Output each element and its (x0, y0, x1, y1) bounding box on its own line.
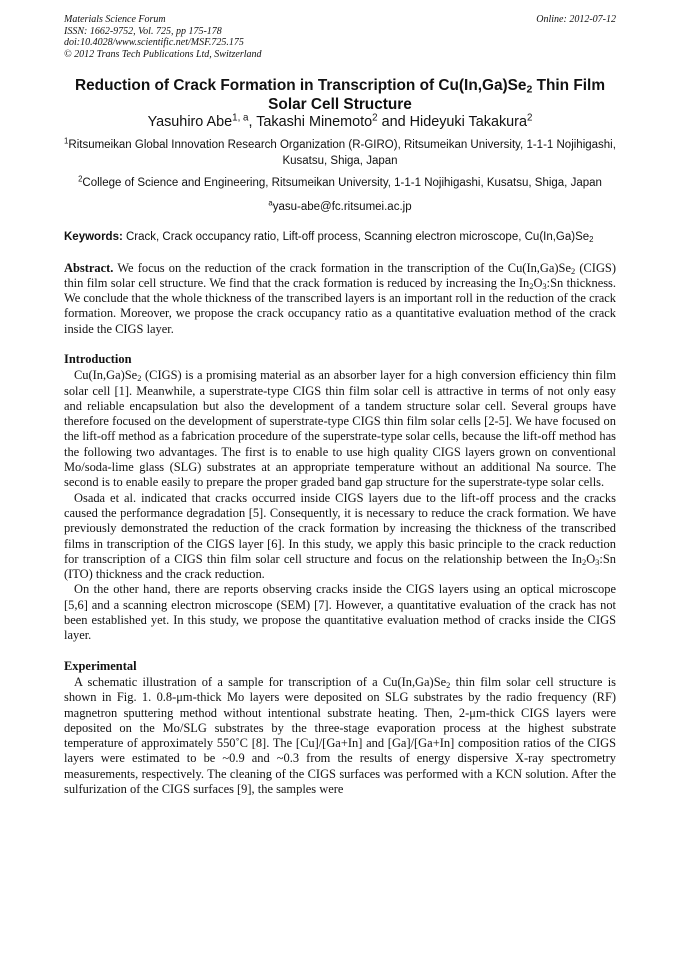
email-link[interactable]: yasu-abe@fc.ritsumei.ac.jp (272, 200, 412, 213)
introduction-heading: Introduction (64, 351, 132, 366)
title-text: Thin Film (532, 77, 605, 94)
journal-name: Materials Science Forum (64, 14, 166, 25)
affiliation-text: College of Science and Engineering, Ritsumeikan University, 1-1-1 Nojihigashi, Kusatsu, Shiga, Japan (82, 177, 602, 189)
abstract-text: O (533, 275, 543, 290)
paragraph-subscript: 3 (595, 556, 600, 567)
paragraph-subscript: 2 (446, 680, 451, 691)
title-line-2: Solar Cell Structure (268, 96, 412, 113)
paragraph-text: (CIGS) is a promising material as an absorber layer for a high conversion efficiency thin film solar cell [1]. Meanwhile, a superstrate-type CIGS thin film solar cell is attractive in terms of not only easy and reliable encapsulation but also the development of a tandem structure solar cell. Several groups have therefore focused on the development of superstrate-type CIGS thin film solar cells [2-5]. We have focused on the lift-off method as a fabrication procedure of the superstrate-type solar cells, because the lift-off method has the following two advantages. The first is to enable to use high quality CIGS layers grown on conventional Mo/soda-lime glass (SLG) substrates at an appropriate temperature without an additional Na source. The second is to enable easily to prepare the proper graded band gap structure for the superstrate-type solar cells. (64, 368, 616, 490)
title-line-1 (64, 76, 616, 95)
corresponding-email (64, 200, 616, 215)
experimental-heading: Experimental (64, 658, 137, 673)
affiliation-2 (64, 176, 616, 192)
paper-title (64, 76, 616, 114)
abstract (64, 261, 616, 337)
paragraph-text: Cu(In,Ga)Se (74, 368, 138, 383)
introduction-body (64, 368, 616, 643)
online-date: Online: 2012-07-12 (536, 14, 616, 25)
journal-doi: doi:10.4028/www.scientific.net/MSF.725.175 (64, 37, 244, 48)
introduction-paragraph-2 (64, 491, 616, 583)
abstract-text: :Sn thickness. We conclude that the whole thickness of the transcribed layers is an important roll in the reduction of the crack formation. Moreover, we propose the crack occupancy ratio as a quantitative evaluation method of the crack inside the CIGS layer. (64, 275, 617, 336)
experimental-body (64, 675, 616, 797)
paragraph-text: thin film solar cell structure is shown in Fig. 1. 0.8-μm-thick Mo layers were deposited on SLG substrates by the radio frequency (RF) magnetron sputtering method without intentional substrate heating. Then, 2-μm-thick CIGS layers were deposited on the Mo/SLG substrates by the three-stage evaporation process at the highest substrate temperature of approximately 550˚C [8]. The [Cu]/[Ga+In] and [Ga]/[Ga+In] composition ratios of the CIGS layers were estimated to be ~0.9 and ~0.3 from the results of energy dispersive X-ray spectrometry measurements, respectively. The cleaning of the CIGS surfaces was performed with a KCN solution. After the sulfurization of the CIGS surfaces [9], the samples were (64, 674, 617, 796)
journal-header (64, 14, 616, 60)
author-marker: 1, a (232, 112, 249, 124)
introduction-paragraph-1 (64, 368, 616, 490)
author-marker: 2 (372, 112, 378, 124)
author-name: , Takashi Minemoto (248, 114, 373, 130)
paragraph-text: O (586, 551, 596, 566)
author-name: Yasuhiro Abe (147, 114, 233, 130)
author-name: and Hideyuki Takakura (377, 114, 527, 130)
title-text: Reduction of Crack Formation in Transcription of Cu(In,Ga)Se (75, 77, 527, 94)
title-subscript: 2 (526, 84, 533, 96)
paragraph-text: A schematic illustration of a sample for transcription of a Cu(In,Ga)Se (74, 674, 447, 689)
author-list (64, 114, 616, 131)
abstract-subscript: 2 (529, 280, 534, 291)
abstract-subscript: 3 (542, 280, 547, 291)
keywords-subscript: 2 (589, 234, 594, 244)
affiliation-marker: 1 (64, 136, 69, 146)
abstract-text: We focus on the reduction of the crack formation in the transcription of the Cu(In,Ga)Se (113, 260, 571, 275)
email-marker: a (268, 198, 273, 208)
paragraph-subscript: 2 (581, 556, 587, 567)
paragraph-text: Osada et al. indicated that cracks occurred inside CIGS layers due to the lift-off process and the cracks caused the performance degradation [5]. Consequently, it is necessary to reduce the crack formation. We have previously demonstrated the reduction of the crack formation by increasing the thickness of the transcribed films in transcription of the CIGS layer [6]. In this study, we apply this basic principle to the crack reduction for transcription of a CIGS thin film solar cell structure and focus on the relationship between the In (64, 490, 616, 566)
abstract-label: Abstract. (64, 260, 114, 275)
affiliation-marker: 2 (78, 174, 83, 184)
paragraph-subscript: 2 (137, 373, 142, 384)
introduction-paragraph-3: On the other hand, there are reports observing cracks inside the CIGS layers using an optical microscope [5,6] and a scanning electron microscope (SEM) [7]. However, a quantitative evaluation of the crack has not been established yet. In this study, we propose the quantitative evaluation method of cracks inside the CIGS layer. (64, 582, 616, 643)
affiliation-text: Ritsumeikan Global Innovation Research Organization (R-GIRO), Ritsumeikan University, 1-1-1 Nojihigashi, Kusatsu, Shiga, Japan (68, 139, 616, 167)
experimental-paragraph-1 (64, 675, 616, 797)
journal-issn: ISSN: 1662-9752, Vol. 725, pp 175-178 (64, 25, 222, 37)
journal-copyright: © 2012 Trans Tech Publications Ltd, Switzerland (64, 48, 262, 60)
affiliation-1 (64, 138, 616, 169)
abstract-subscript: 2 (571, 265, 576, 276)
keywords-text: Crack, Crack occupancy ratio, Lift-off process, Scanning electron microscope, Cu(In,Ga)Se (122, 230, 590, 243)
paragraph-text: :Sn (ITO) thickness and the crack reduction. (64, 551, 616, 582)
author-marker: 2 (526, 112, 533, 124)
abstract-text: (CIGS) thin film solar cell structure. We find that the crack formation is reduced by increasing the In (64, 260, 616, 290)
keywords-label: Keywords: (64, 230, 123, 243)
keywords (64, 230, 616, 245)
